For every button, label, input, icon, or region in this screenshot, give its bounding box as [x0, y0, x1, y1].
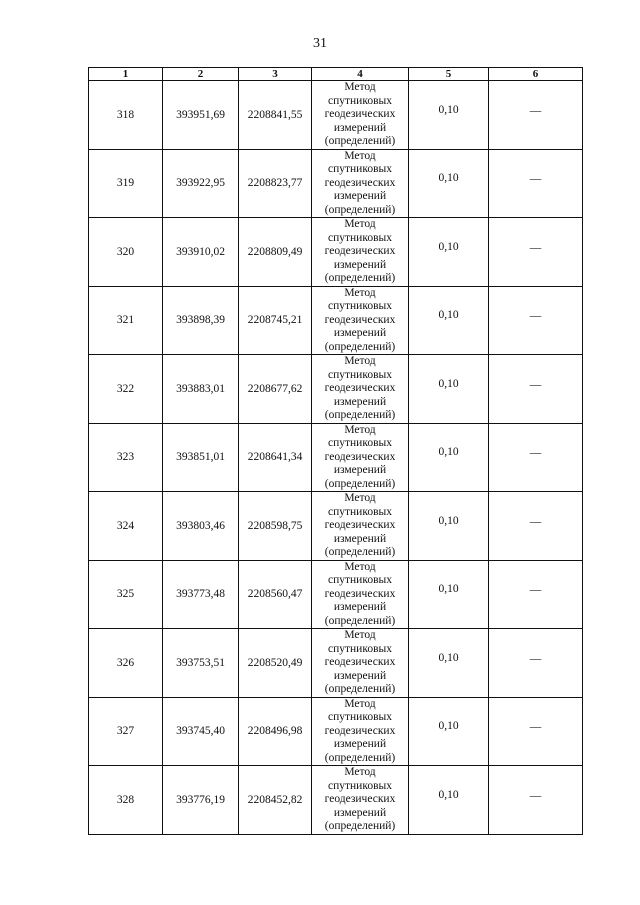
method-line: геодезических	[324, 519, 396, 531]
header-row	[89, 68, 583, 81]
coordinate-y-cell-text: 2208520,49	[247, 656, 303, 669]
point-number-cell	[89, 218, 163, 287]
point-number-cell-text: 322	[116, 382, 135, 395]
method-cell	[312, 766, 409, 835]
method-line: Метод	[344, 697, 376, 710]
header-cell-2: 2	[163, 68, 239, 81]
table-row	[89, 560, 583, 629]
precision-cell-text: 0,10	[438, 651, 459, 664]
point-number-cell-text: 327	[116, 725, 135, 738]
coordinate-x-cell-text: 393951,69	[176, 108, 225, 121]
method-line: спутниковых	[327, 163, 392, 175]
coordinate-x-cell	[163, 286, 239, 355]
point-number-cell-text: 325	[116, 588, 135, 601]
note-cell	[489, 423, 583, 492]
note-cell	[489, 492, 583, 561]
method-line: Метод	[344, 286, 376, 299]
coordinate-y-cell	[239, 492, 312, 561]
point-number-cell	[89, 560, 163, 629]
precision-cell	[409, 766, 489, 835]
page-number: 31	[313, 36, 327, 51]
coordinate-y-cell-text: 2208496,98	[247, 725, 303, 738]
coordinate-x-cell	[163, 218, 239, 287]
method-line: спутниковых	[327, 368, 392, 381]
point-number-cell-text: 323	[116, 451, 135, 464]
precision-cell-text: 0,10	[438, 514, 459, 527]
point-number-cell-text: 319	[116, 177, 135, 190]
method-line: Метод	[344, 218, 376, 230]
method-cell	[312, 218, 409, 287]
coordinate-y-cell	[239, 560, 312, 629]
method-line: измерений	[333, 806, 387, 819]
point-number-cell-text: 318	[116, 108, 135, 121]
method-line: (определений)	[324, 820, 396, 832]
precision-cell-text: 0,10	[438, 103, 459, 116]
method-line: геодезических	[324, 382, 396, 394]
header-cell-4: 4	[312, 68, 409, 81]
table-row	[89, 492, 583, 561]
point-number-cell-text: 326	[116, 656, 135, 669]
point-number-cell	[89, 81, 163, 150]
coordinate-x-cell-text: 393803,46	[176, 519, 225, 532]
point-number-cell	[89, 629, 163, 698]
table-row	[89, 149, 583, 218]
note-cell-text: —	[529, 310, 542, 323]
method-line: геодезических	[324, 313, 396, 326]
note-cell-text: —	[529, 447, 542, 460]
precision-cell	[409, 149, 489, 218]
coordinate-y-cell-text: 2208841,55	[247, 108, 303, 121]
note-cell	[489, 355, 583, 424]
table-row	[89, 286, 583, 355]
table-row	[89, 218, 583, 287]
method-cell	[312, 81, 409, 150]
coordinate-x-cell	[163, 766, 239, 835]
point-number-cell	[89, 355, 163, 424]
coordinate-x-cell-text: 393898,39	[176, 314, 225, 327]
point-number-cell-text: 321	[116, 314, 135, 327]
coordinate-y-cell	[239, 218, 312, 287]
coordinate-y-cell	[239, 355, 312, 424]
precision-cell	[409, 560, 489, 629]
note-cell	[489, 218, 583, 287]
method-line: измерений	[333, 738, 387, 750]
method-line: (определений)	[324, 203, 396, 216]
point-number-cell	[89, 149, 163, 218]
method-cell	[312, 560, 409, 629]
coordinate-y-cell	[239, 423, 312, 492]
method-line: спутниковых	[327, 300, 392, 312]
table-row	[89, 766, 583, 835]
note-cell-text: —	[529, 241, 542, 254]
note-cell-text: —	[529, 789, 542, 802]
coordinate-x-cell	[163, 149, 239, 218]
method-line: измерений	[333, 190, 387, 202]
method-cell	[312, 149, 409, 218]
method-cell	[312, 286, 409, 355]
coordinate-y-cell	[239, 149, 312, 218]
method-line: спутниковых	[327, 437, 392, 449]
method-line: спутниковых	[327, 505, 392, 518]
point-number-cell-text: 324	[116, 519, 135, 532]
note-cell-text: —	[529, 173, 542, 186]
method-line: (определений)	[324, 272, 396, 284]
precision-cell-text: 0,10	[438, 240, 459, 253]
table-row	[89, 355, 583, 424]
precision-cell	[409, 218, 489, 287]
precision-cell-text: 0,10	[438, 172, 459, 185]
note-cell-text: —	[529, 584, 542, 597]
coordinate-y-cell-text: 2208745,21	[247, 314, 303, 327]
point-number-cell	[89, 492, 163, 561]
header-cell-3: 3	[239, 68, 312, 81]
method-cell	[312, 492, 409, 561]
point-number-cell-text: 320	[116, 245, 135, 258]
method-line: (определений)	[324, 546, 396, 558]
coordinate-y-cell-text: 2208823,77	[247, 177, 303, 190]
method-line: геодезических	[324, 793, 396, 805]
coordinate-y-cell	[239, 81, 312, 150]
precision-cell	[409, 81, 489, 150]
method-cell	[312, 423, 409, 492]
coordinate-x-cell	[163, 492, 239, 561]
coordinate-x-cell-text: 393851,01	[176, 451, 225, 464]
method-line: измерений	[333, 464, 387, 476]
method-line: спутниковых	[327, 642, 392, 655]
method-line: Метод	[344, 149, 376, 162]
method-line: измерений	[333, 395, 387, 408]
method-line: измерений	[333, 327, 387, 339]
method-line: Метод	[344, 492, 376, 504]
method-line: Метод	[344, 81, 376, 93]
method-line: (определений)	[324, 409, 396, 421]
header-cell-5: 5	[409, 68, 489, 81]
precision-cell	[409, 629, 489, 698]
method-line: геодезических	[324, 245, 396, 257]
coordinate-y-cell-text: 2208598,75	[247, 519, 303, 532]
note-cell	[489, 149, 583, 218]
note-cell	[489, 286, 583, 355]
coordinate-y-cell	[239, 286, 312, 355]
table-row	[89, 697, 583, 766]
method-line: (определений)	[324, 135, 396, 147]
precision-cell	[409, 286, 489, 355]
method-cell	[312, 697, 409, 766]
coordinate-x-cell-text: 393776,19	[176, 793, 225, 806]
method-line: геодезических	[324, 587, 396, 600]
point-number-cell	[89, 423, 163, 492]
table-row	[89, 629, 583, 698]
coordinate-x-cell-text: 393883,01	[176, 382, 225, 395]
coordinate-y-cell-text: 2208677,62	[247, 382, 303, 395]
coordinate-x-cell-text: 393910,02	[176, 245, 225, 258]
coordinate-x-cell	[163, 355, 239, 424]
method-line: (определений)	[324, 477, 396, 490]
coordinate-x-cell	[163, 81, 239, 150]
precision-cell	[409, 355, 489, 424]
precision-cell-text: 0,10	[438, 377, 459, 390]
method-line: геодезических	[324, 450, 396, 463]
coordinate-y-cell-text: 2208641,34	[247, 451, 303, 464]
coordinate-x-cell	[163, 697, 239, 766]
note-cell	[489, 81, 583, 150]
precision-cell	[409, 697, 489, 766]
method-line: Метод	[344, 355, 376, 367]
method-line: спутниковых	[327, 779, 392, 792]
method-line: измерений	[333, 121, 387, 134]
coordinate-x-cell	[163, 560, 239, 629]
method-line: спутниковых	[327, 94, 392, 107]
method-line: (определений)	[324, 614, 396, 627]
note-cell-text: —	[529, 515, 542, 528]
note-cell-text: —	[529, 721, 542, 734]
method-line: геодезических	[324, 724, 396, 737]
method-line: (определений)	[324, 340, 396, 353]
method-line: измерений	[333, 258, 387, 271]
coordinate-x-cell-text: 393753,51	[176, 656, 225, 669]
coordinate-y-cell	[239, 697, 312, 766]
method-line: геодезических	[324, 176, 396, 189]
note-cell	[489, 766, 583, 835]
note-cell	[489, 629, 583, 698]
header-cell-1: 1	[89, 68, 163, 81]
point-number-cell	[89, 697, 163, 766]
coordinate-y-cell-text: 2208560,47	[247, 588, 303, 601]
precision-cell	[409, 492, 489, 561]
precision-cell-text: 0,10	[438, 788, 459, 801]
coordinate-y-cell	[239, 766, 312, 835]
method-line: измерений	[333, 601, 387, 613]
method-line: Метод	[344, 766, 376, 778]
coordinate-x-cell-text: 393922,95	[176, 177, 225, 190]
coordinate-y-cell	[239, 629, 312, 698]
note-cell-text: —	[529, 104, 542, 117]
precision-cell-text: 0,10	[438, 446, 459, 459]
note-cell	[489, 560, 583, 629]
coordinate-x-cell	[163, 629, 239, 698]
coordinate-x-cell-text: 393745,40	[176, 725, 225, 738]
header-cell-6: 6	[489, 68, 583, 81]
method-line: спутниковых	[327, 711, 392, 723]
method-cell	[312, 355, 409, 424]
point-number-cell	[89, 286, 163, 355]
method-line: спутниковых	[327, 574, 392, 586]
point-number-cell-text: 328	[116, 793, 135, 806]
table-row	[89, 423, 583, 492]
coordinate-x-cell	[163, 423, 239, 492]
point-number-cell	[89, 766, 163, 835]
precision-cell-text: 0,10	[438, 720, 459, 733]
method-line: измерений	[333, 532, 387, 545]
note-cell-text: —	[529, 652, 542, 665]
coordinates-table	[88, 67, 583, 835]
method-line: геодезических	[324, 108, 396, 120]
precision-cell-text: 0,10	[438, 309, 459, 322]
precision-cell	[409, 423, 489, 492]
precision-cell-text: 0,10	[438, 583, 459, 596]
method-line: Метод	[344, 560, 376, 573]
note-cell	[489, 697, 583, 766]
method-line: спутниковых	[327, 231, 392, 244]
method-line: (определений)	[324, 683, 396, 695]
table-row	[89, 81, 583, 150]
method-line: геодезических	[324, 656, 396, 668]
method-line: Метод	[344, 629, 376, 641]
method-line: (определений)	[324, 751, 396, 764]
coordinate-y-cell-text: 2208809,49	[247, 245, 303, 258]
method-line: измерений	[333, 669, 387, 682]
method-cell	[312, 629, 409, 698]
method-line: Метод	[344, 423, 376, 436]
coordinate-y-cell-text: 2208452,82	[247, 793, 303, 806]
coordinate-x-cell-text: 393773,48	[176, 588, 225, 601]
note-cell-text: —	[529, 378, 542, 391]
